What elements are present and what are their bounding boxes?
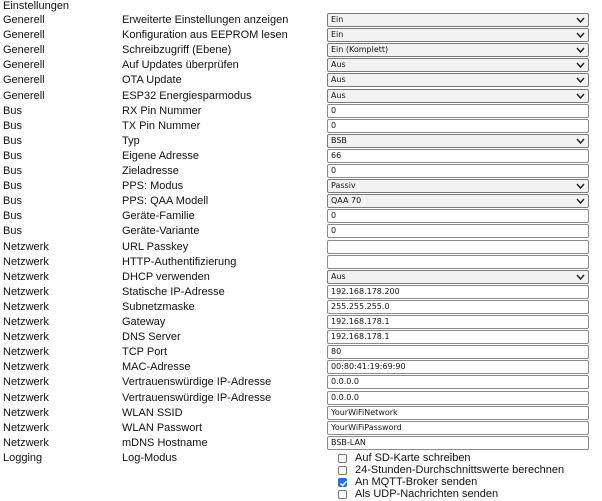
chevron-down-icon	[576, 60, 585, 70]
setting-label: Schreibzugriff (Ebene)	[122, 44, 232, 57]
setting-row	[0, 240, 602, 255]
setting-label: RX Pin Nummer	[122, 104, 202, 117]
input-value: YourWiFiPassword	[331, 422, 402, 432]
chevron-down-icon	[576, 15, 585, 25]
setting-input[interactable]	[327, 330, 589, 344]
setting-row	[0, 436, 602, 451]
setting-label: WLAN SSID	[122, 406, 183, 419]
setting-label: PPS: QAA Modell	[122, 195, 209, 208]
input-value: 192.168.178.1	[331, 332, 390, 342]
setting-input[interactable]	[327, 209, 589, 223]
setting-row	[0, 330, 602, 345]
input-value: 0	[331, 105, 337, 115]
setting-row	[0, 224, 602, 239]
select-value: Aus	[331, 271, 346, 281]
setting-label: Vertrauenswürdige IP-Adresse	[122, 376, 272, 389]
setting-category: Netzwerk	[3, 391, 49, 404]
setting-input[interactable]	[327, 240, 589, 254]
setting-row	[0, 119, 602, 134]
log-option-label: An MQTT-Broker senden	[355, 476, 478, 488]
setting-input[interactable]	[327, 391, 589, 405]
input-value: BSB-LAN	[331, 437, 366, 447]
setting-row	[0, 270, 602, 285]
setting-row	[0, 58, 602, 73]
log-option-label: Auf SD-Karte schreiben	[355, 452, 471, 464]
setting-label: Zieladresse	[122, 165, 179, 177]
input-value: 66	[331, 150, 342, 160]
setting-category: Generell	[3, 29, 45, 42]
setting-row	[0, 149, 602, 164]
select-value: Aus	[331, 90, 346, 100]
input-value: 80	[331, 347, 342, 357]
select-value: Ein	[331, 15, 344, 24]
select-value: Passiv	[331, 181, 356, 191]
setting-input[interactable]	[327, 119, 589, 133]
setting-input[interactable]	[327, 300, 589, 314]
setting-category: Logging	[3, 451, 43, 464]
setting-category: Bus	[3, 195, 22, 208]
setting-label: WLAN Passwort	[122, 421, 203, 434]
setting-category: Bus	[3, 119, 22, 132]
setting-category: Bus	[3, 225, 22, 238]
setting-select[interactable]	[327, 43, 589, 57]
setting-input[interactable]	[327, 406, 589, 420]
setting-category: Bus	[3, 165, 22, 177]
setting-label: DNS Server	[122, 331, 181, 344]
setting-label: Typ	[122, 134, 140, 147]
setting-select[interactable]	[327, 73, 589, 87]
setting-input[interactable]	[327, 104, 589, 118]
input-value: 0	[331, 166, 337, 175]
setting-input[interactable]	[327, 436, 589, 450]
setting-select[interactable]	[327, 28, 589, 42]
setting-category: Netzwerk	[3, 436, 49, 449]
select-value: QAA 70	[331, 196, 362, 206]
checkbox[interactable]	[338, 478, 347, 487]
setting-category: Netzwerk	[3, 270, 49, 283]
input-value: 0	[331, 211, 337, 221]
setting-input[interactable]	[327, 224, 589, 238]
input-value: 0	[331, 226, 337, 236]
setting-label: PPS: Modus	[122, 180, 184, 193]
setting-row	[0, 360, 602, 375]
setting-label: HTTP-Authentifizierung	[122, 255, 237, 268]
setting-label: Log-Modus	[122, 451, 178, 464]
setting-row	[0, 421, 602, 436]
setting-category: Netzwerk	[3, 421, 49, 434]
select-value: Ein	[331, 30, 344, 40]
setting-row	[0, 28, 602, 43]
checkmark-icon	[339, 479, 348, 488]
setting-category: Generell	[3, 59, 45, 72]
select-value: Ein (Komplett)	[331, 45, 389, 55]
setting-category: Netzwerk	[3, 285, 49, 298]
chevron-down-icon	[576, 91, 585, 101]
setting-label: ESP32 Energiesparmodus	[122, 89, 252, 102]
chevron-down-icon	[576, 196, 585, 206]
checkbox[interactable]	[338, 490, 347, 499]
setting-row	[0, 13, 602, 28]
log-option-label: Als UDP-Nachrichten senden	[355, 488, 499, 500]
log-option[interactable]	[338, 452, 578, 464]
setting-label: Geräte-Variante	[122, 225, 200, 238]
setting-category: Generell	[3, 44, 45, 57]
chevron-down-icon	[576, 181, 585, 191]
setting-row	[0, 315, 602, 330]
setting-category: Bus	[3, 210, 22, 223]
setting-input[interactable]	[327, 149, 589, 163]
chevron-down-icon	[576, 45, 585, 55]
setting-input[interactable]	[327, 375, 589, 389]
setting-category: Bus	[3, 134, 22, 147]
setting-category: Netzwerk	[3, 300, 49, 313]
setting-category: Bus	[3, 149, 22, 162]
setting-category: Generell	[3, 14, 45, 26]
setting-row	[0, 375, 602, 390]
setting-input[interactable]	[327, 164, 589, 178]
setting-row	[0, 406, 602, 421]
setting-row	[0, 209, 602, 224]
setting-label: Geräte-Familie	[122, 210, 195, 223]
chevron-down-icon	[576, 272, 585, 282]
setting-category: Netzwerk	[3, 346, 49, 359]
setting-row	[0, 179, 602, 194]
log-option[interactable]	[338, 476, 578, 488]
select-value: Aus	[331, 75, 346, 85]
log-option[interactable]	[338, 464, 578, 476]
checkbox[interactable]	[338, 466, 347, 475]
log-option[interactable]	[338, 488, 578, 500]
input-value: 0.0.0.0	[331, 392, 359, 402]
input-value: 0.0.0.0	[331, 377, 359, 387]
setting-select[interactable]	[327, 179, 589, 193]
checkbox[interactable]	[338, 454, 347, 463]
setting-label: Subnetzmaske	[122, 300, 195, 313]
setting-row	[0, 73, 602, 88]
setting-category: Generell	[3, 74, 45, 87]
setting-category: Bus	[3, 104, 22, 117]
input-value: YourWiFiNetwork	[331, 407, 398, 417]
setting-category: Netzwerk	[3, 255, 49, 268]
setting-input[interactable]	[327, 421, 589, 435]
setting-select[interactable]	[327, 134, 589, 148]
chevron-down-icon	[576, 136, 585, 146]
chevron-down-icon	[576, 75, 585, 85]
setting-input[interactable]	[327, 255, 589, 269]
setting-label: mDNS Hostname	[122, 436, 208, 449]
setting-category: Netzwerk	[3, 240, 49, 253]
setting-row	[0, 134, 602, 149]
setting-select[interactable]	[327, 89, 589, 103]
select-value: Aus	[331, 60, 346, 70]
setting-row	[0, 300, 602, 315]
setting-input[interactable]	[327, 360, 589, 374]
setting-category: Netzwerk	[3, 361, 49, 374]
setting-category: Generell	[3, 89, 45, 102]
setting-select[interactable]	[327, 270, 589, 284]
setting-label: Auf Updates überprüfen	[122, 59, 239, 72]
chevron-down-icon	[576, 30, 585, 40]
input-value: 192.168.178.1	[331, 317, 390, 326]
setting-label: Eigene Adresse	[122, 149, 200, 162]
setting-label: DHCP verwenden	[122, 270, 210, 283]
setting-label: URL Passkey	[122, 240, 189, 253]
setting-label: OTA Update	[122, 74, 182, 87]
setting-label: Konfiguration aus EEPROM lesen	[122, 29, 288, 42]
log-mode-options	[338, 452, 578, 500]
input-value: 192.168.178.200	[331, 286, 400, 296]
setting-category: Netzwerk	[3, 316, 49, 328]
setting-select[interactable]	[327, 13, 589, 27]
setting-input[interactable]	[327, 315, 589, 329]
setting-select[interactable]	[327, 58, 589, 72]
setting-category: Netzwerk	[3, 331, 49, 344]
input-value: 0	[331, 120, 337, 130]
setting-label: TX Pin Nummer	[122, 119, 201, 132]
input-value: 00:80:41:19:69:90	[331, 362, 406, 372]
select-value: BSB	[331, 135, 347, 145]
log-option-label: 24-Stunden-Durchschnittswerte berechnen	[355, 464, 565, 476]
setting-category: Netzwerk	[3, 376, 49, 389]
setting-row	[0, 194, 602, 209]
setting-label: Erweiterte Einstellungen anzeigen	[122, 14, 289, 26]
setting-label: Gateway	[122, 316, 166, 328]
setting-select[interactable]	[327, 194, 589, 208]
setting-label: Statische IP-Adresse	[122, 285, 225, 298]
setting-input[interactable]	[327, 285, 589, 299]
setting-row	[0, 43, 602, 58]
setting-row	[0, 285, 602, 300]
settings-title: Einstellungen	[3, 0, 70, 12]
input-value: 255.255.255.0	[331, 301, 390, 311]
setting-row	[0, 345, 602, 360]
setting-label: Vertrauenswürdige IP-Adresse	[122, 391, 272, 404]
setting-row	[0, 391, 602, 406]
setting-label: MAC-Adresse	[122, 361, 191, 374]
setting-row	[0, 164, 602, 179]
setting-label: TCP Port	[122, 346, 168, 359]
setting-category: Bus	[3, 180, 22, 193]
setting-row	[0, 255, 602, 270]
setting-category: Netzwerk	[3, 406, 49, 419]
setting-row	[0, 104, 602, 119]
setting-input[interactable]	[327, 345, 589, 359]
setting-row	[0, 89, 602, 104]
